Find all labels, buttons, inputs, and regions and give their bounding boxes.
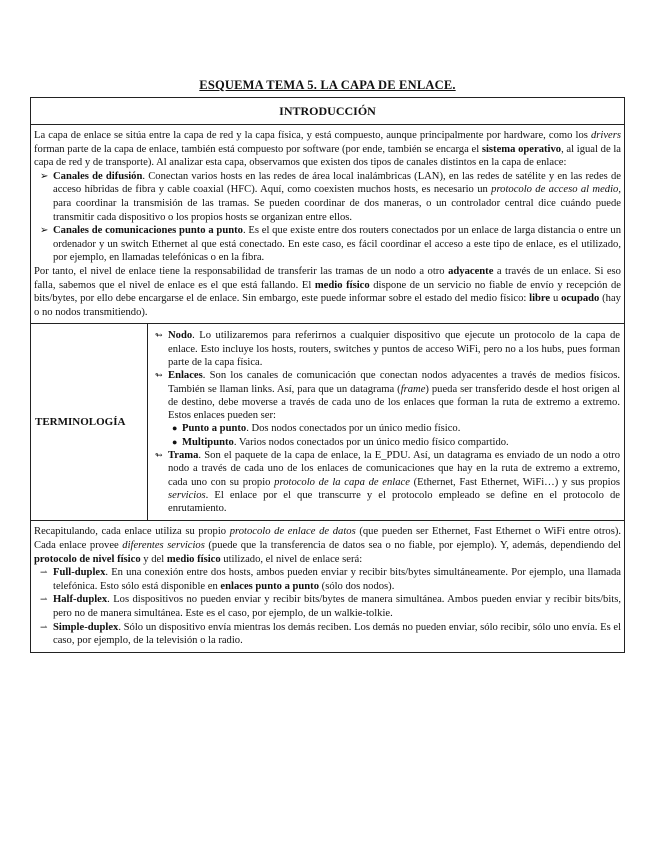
arrow-bullet-icon: ➢ <box>40 225 49 237</box>
text-run: . En una conexión entre dos hosts, ambos pueden enviar y recibir bits/bytes simultáneamente. Por ejemplo, una llamada telefónica. Esto sólo está disponible en <box>53 567 621 592</box>
hook-arrow-icon: ↬ <box>155 330 163 341</box>
text-run: . Son los canales de comunicación que conectan nodos adyacentes a través de medios físicos. También se llaman links. Así, para que un datagrama ( <box>168 370 620 395</box>
terminology-content <box>148 324 624 520</box>
italic-term: protocolo de la capa de enlace <box>274 476 410 488</box>
arrow-bullet-icon: ⇀ <box>40 621 48 632</box>
text-run: . Varios nodos conectados por un único medio físico compartido. <box>233 436 509 448</box>
italic-term: drivers <box>590 130 621 141</box>
recap-simple-duplex <box>34 621 621 648</box>
term-subitem-text <box>182 437 509 448</box>
bullet-dot-icon: ● <box>172 436 178 447</box>
italic-term: diferentes servicios <box>122 540 205 552</box>
recap-section <box>31 521 624 651</box>
bold-term: Trama <box>168 449 199 461</box>
recap-paragraph <box>34 525 621 566</box>
recap-full-duplex <box>34 566 621 593</box>
bold-term: Enlaces <box>168 370 203 382</box>
text-run: . Son el paquete de la capa de enlace, la E_PDU. Así, un datagrama es enviado de un nodo a otro nodo a través de cada uno de los enlaces de comunicaciones que hay en la ruta de extremo a extremo, cada uno con su propio <box>168 449 620 488</box>
bold-term: Multipunto <box>182 436 234 448</box>
document-title: ESQUEMA TEMA 5. LA CAPA DE ENLACE. <box>199 78 456 92</box>
intro-header: INTRODUCCIÓN <box>31 98 624 125</box>
italic-term: protocolo de acceso al medio <box>491 184 619 196</box>
bold-term: enlaces punto a punto <box>220 580 320 592</box>
text-run: Por tanto, el nivel de enlace tiene la responsabilidad de transferir las tramas de un nodo a otro <box>34 265 449 277</box>
intro-section <box>31 125 624 323</box>
text-run: a través de un enlace. Si eso falla, sabemos que el nivel de enlace es el que está fallando. El <box>34 265 621 291</box>
text-run: (sólo dos nodos). <box>319 580 395 592</box>
recap-half-duplex <box>34 593 621 620</box>
intro-bullet-broadcast <box>34 170 621 224</box>
intro-bullet-point-to-point <box>34 224 621 265</box>
text-run: . Los dispositivos no pueden enviar y recibir bits/bytes de manera simultánea. Ambos pueden enviar y recibir bits/bits, pero no de manera simultánea. Este es el caso, por ejemplo, de un walkie-tolkie. <box>53 594 621 620</box>
italic-term: frame <box>400 383 426 395</box>
text-run: (hay o no nodos transmitiendo). <box>34 293 621 318</box>
bullet-dot-icon: ● <box>172 423 178 434</box>
terminology-row <box>31 323 624 521</box>
text-run: , para coordinar la transmisión de las tramas. Se pueden coordinar de dos maneras, o un controlador central dice cuándo puede transmitir cada dispositivo o los propios hosts se organizan entre ellos. <box>53 184 621 223</box>
term-subitem-text <box>182 423 460 434</box>
text-run: La capa de enlace se sitúa entre la capa de red y la capa física, y está compuesto, aunque principalmente por hardware, como los <box>34 130 591 141</box>
text-run: . Es el que existe entre dos routers conectados por un enlace de larga distancia o entre un ordenador y un switch Ethernet al que está conectado. En este caso, es fácil coordinar el acceso a este tipo de enlace, es el utilizado, por ejemplo, en llamadas telefónicas o en la fibra. <box>53 225 621 264</box>
text-run: ) pueda ser transferido desde el host origen al de destino, debe moverse a través de cada uno de los enlaces que forman la ruta de extremo a extremo. Estos enlaces pueden ser: <box>168 383 620 422</box>
bold-term: Full-duplex <box>53 567 106 579</box>
bold-term: Nodo <box>168 330 193 342</box>
bold-term: Punto a punto <box>182 423 247 435</box>
terminology-label: TERMINOLOGÍA <box>31 324 148 520</box>
term-text <box>168 330 620 368</box>
text-run: u <box>550 293 562 305</box>
italic-term: protocolo de enlace de datos <box>229 526 356 538</box>
arrow-bullet-icon: ⇀ <box>40 594 48 605</box>
term-enlaces <box>152 369 620 422</box>
bold-term: ocupado <box>561 293 600 305</box>
italic-term: servicios <box>168 489 206 501</box>
text-run: . Dos nodos conectados por un único medio físico. <box>246 423 461 435</box>
text-run: y del <box>140 553 167 565</box>
bold-term: sistema operativo <box>481 143 562 155</box>
arrow-bullet-icon: ➢ <box>40 170 49 182</box>
bold-term: Half-duplex <box>53 594 108 606</box>
bold-term: protocolo de nivel físico <box>34 553 141 565</box>
recap-item-text <box>53 622 621 647</box>
outline-table <box>30 97 625 653</box>
bold-term: Canales de comunicaciones punto a punto <box>53 225 243 237</box>
text-run: . Lo utilizaremos para referirnos a cualquier dispositivo que ejecute un protocolo de la capa de enlace. Esto incluye los hosts, routers, switches y puntos de acceso WiFi, pero no a los hubs, pues forman parte de la capa física. <box>168 330 620 368</box>
text-run: (puede que la transferencia de datos sea o no fiable, por ejemplo). Y, además, dependiendo del <box>204 540 621 552</box>
arrow-bullet-icon: ⇀ <box>40 567 48 578</box>
text-run: (Ethernet, Fast Ethernet, WiFi…) y sus propios <box>409 476 620 488</box>
text-run: dispone de un servicio no fiable de envío y recepción de bits/bytes, por ello debe encargarse el de enlace. Sin embargo, este puede informar sobre el estado del medio físico: <box>34 279 621 305</box>
term-subitem-multipunto <box>152 436 620 449</box>
bold-term: libre <box>529 293 551 305</box>
text-run: . Sólo un dispositivo envía mientras los demás reciben. Los demás no pueden enviar, sólo recibir, sólo uno envía. Es el caso, por ejemplo, de la televisión o la radio. <box>53 621 621 647</box>
intro-paragraph <box>34 129 621 170</box>
term-nodo <box>152 329 620 369</box>
term-text <box>168 370 620 421</box>
bold-term: medio físico <box>166 553 221 565</box>
bold-term: Simple-duplex <box>53 621 119 633</box>
text-run: . El enlace por el que transcurre y el protocolo empleado se define en el protocolo de enrutamiento. <box>168 489 620 515</box>
bold-term: medio físico <box>314 279 370 291</box>
text-run: forman parte de la capa de enlace, también está compuesto por software (por ende, también se encarga el <box>34 143 482 155</box>
intro-summary-paragraph <box>34 265 621 319</box>
term-subitem-punto-a-punto <box>152 422 620 435</box>
hook-arrow-icon: ↬ <box>155 449 163 460</box>
bold-term: Canales de difusión <box>53 170 143 182</box>
term-trama <box>152 449 620 515</box>
text-run: utilizado, el nivel de enlace será: <box>220 553 363 565</box>
intro-bullet-text <box>53 225 621 263</box>
term-text <box>168 450 620 514</box>
text-run: , al igual de la capa de red y de transporte). Al analizar esta capa, observamos que existen dos tipos de canales distintos en la capa de enlace: <box>34 143 621 169</box>
hook-arrow-icon: ↬ <box>155 370 163 381</box>
intro-bullet-text <box>53 171 621 223</box>
text-run: (que pueden ser Ethernet, Fast Ethernet o WiFi entre otros). Cada enlace provee <box>34 526 621 552</box>
text-run: . Conectan varios hosts en las redes de área local inalámbricas (LAN), en las redes de satélite y en las redes de acceso híbridas de fibra y cable coaxial (HFC). Aquí, como coexisten muchos hosts, es necesario un <box>53 170 621 196</box>
recap-item-text <box>53 594 621 619</box>
text-run: Recapitulando, cada enlace utiliza su propio <box>34 526 230 538</box>
bold-term: adyacente <box>448 265 494 277</box>
recap-item-text <box>53 567 621 592</box>
